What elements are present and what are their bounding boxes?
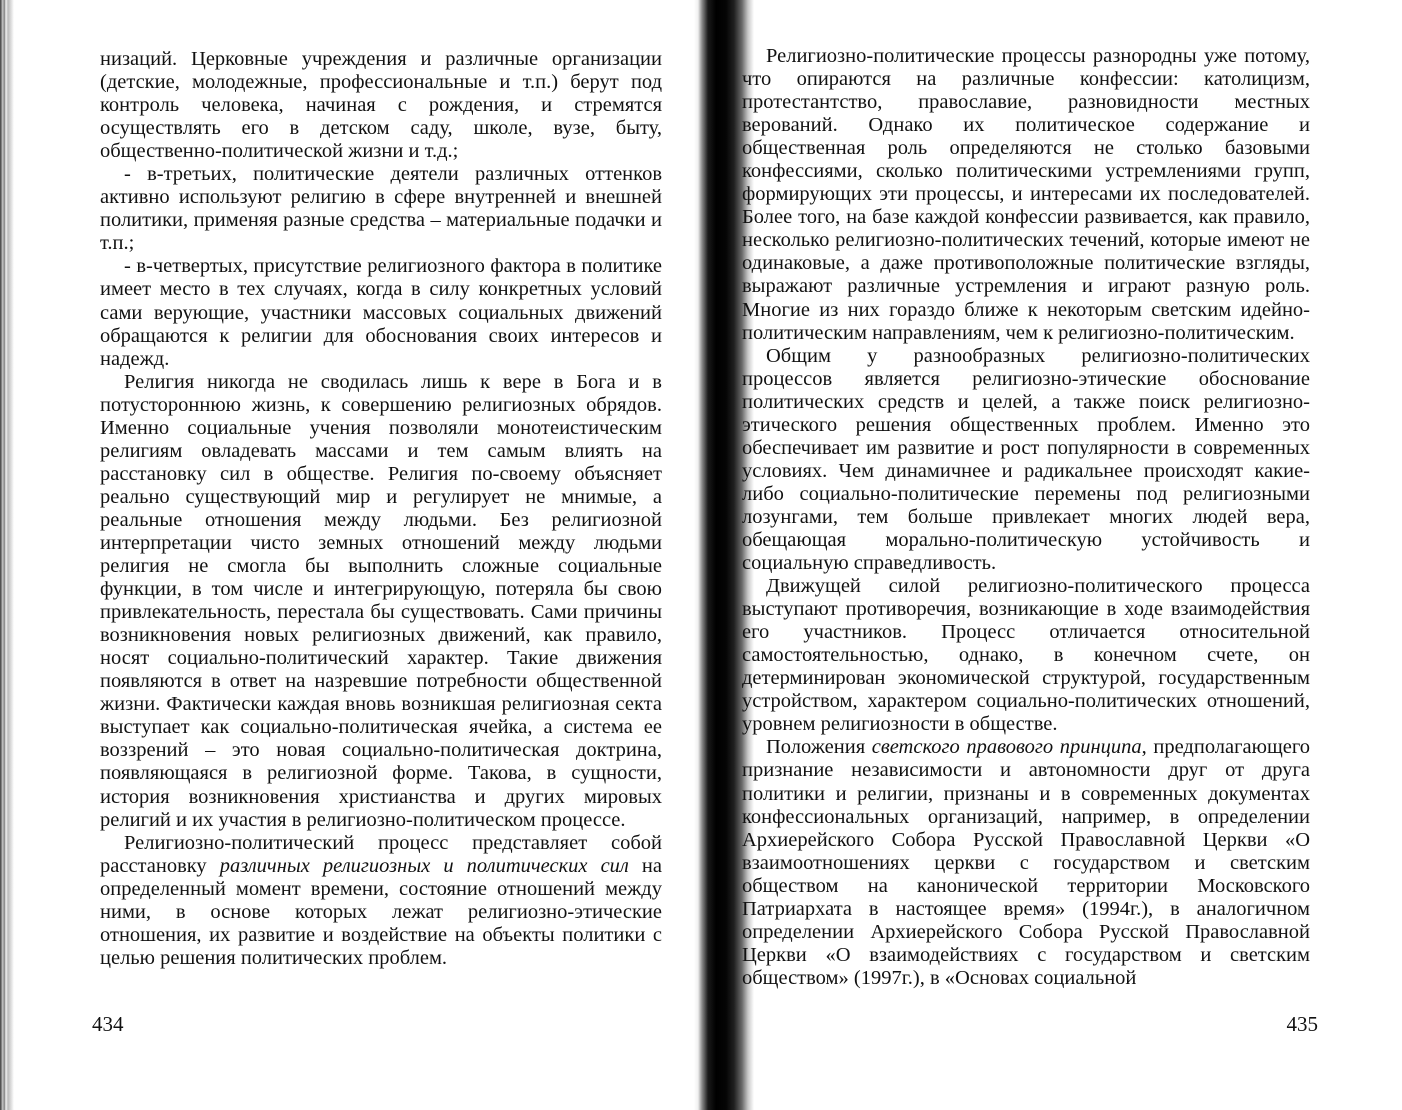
paragraph: Религиозно-политические процессы разнородны уже потому, что опираются на различные конфессии: католицизм, протестантство, православие, разновидности местных верований. Однако их политическое содержание и общественная роль определяются не столько базовыми конфессиями, сколько политическими устремлениями групп, формирующих эти процессы, и интересами их последователей. Более того, на базе каждой конфессии развивается, как правило, несколько религиозно-политических течений, которые имеют не одинаковые, а даже противоположные политические взгляды, выражают различные устремления и играют разную роль. Многие из них гораздо ближе к некоторым светским идейно-политическим направлениям, чем к религиозно-политическим.: [742, 45, 1310, 344]
paragraph-text: на определенный момент времени, состояние отношений между ними, в основе которых лежат религиозно-этические отношения, их развитие и воздействие на объекты политики с целью решения политических проблем.: [100, 854, 662, 969]
paragraph-text: Положения: [766, 736, 872, 759]
paragraph: Движущей силой религиозно-политического процесса выступают противоречия, возникающие в ходе взаимодействия его участников. Процесс отличается относительной самостоятельностью, однако, в конечном счете, он детерминирован экономической структурой, государственным устройством, характером социально-политических отношений, уровнем религиозности в обществе.: [742, 575, 1310, 736]
right-page: [742, 0, 1318, 1110]
paragraph: [742, 736, 1310, 990]
left-page: [92, 0, 662, 1110]
page-number: 434: [92, 1012, 124, 1036]
paragraph: низаций. Церковные учреждения и различные организации (детские, молодежные, профессиональные и т.п.) берут под контроль человека, начиная с рождения, и стремятся осуществлять его в детском саду, школе, вузе, быту, общественно-политической жизни и т.д.;: [100, 48, 662, 163]
paragraph: Общим у разнообразных религиозно-политических процессов является религиозно-этические обоснование политических средств и целей, а также поиск религиозно-этического решения общественных проблем. Именно это обеспечивает им развитие и рост популярности в современных условиях. Чем динамичнее и радикальнее происходят какие-либо социально-политические перемены под религиозными лозунгами, тем больше привлекает многих людей вера, обещающая морально-политическую устойчивость и социальную справедливость.: [742, 344, 1310, 575]
right-page-text: [742, 45, 1310, 990]
scan-edge: [0, 0, 14, 1110]
paragraph: - в-четвертых, присутствие религиозного фактора в политике имеет место в тех случаях, когда в силу конкретных условий сами верующие, участники массовых социальных движений обращаются к религии для обоснования своих интересов и надежд.: [100, 255, 662, 370]
page-number: 435: [1286, 1012, 1318, 1036]
paragraph-text: Религиозно-политический процесс представляет собой расстановку: [100, 831, 662, 877]
left-page-text: [100, 48, 662, 970]
paragraph: [100, 832, 662, 970]
paragraph: Религия никогда не сводилась лишь к вере в Бога и в потустороннюю жизнь, к совершению религиозных обрядов. Именно социальные учения позволяли монотеистическим религиям овладевать массами и тем самым влиять на расстановку сил в обществе. Религия по-своему объясняет реально существующий мир и регулирует не мнимые, а реальные отношения между людьми. Без религиозной интерпретации чисто земных отношений между людьми религия не смогла бы выполнить сложные социальные функции, в том числе и интегрирующую, потеряла бы свою привлекательность, перестала бы существовать. Сами причины возникновения новых религиозных движений, как правило, носят социально-политический характер. Такие движения появляются в ответ на назревшие потребности общественной жизни. Фактически каждая вновь возникшая религиозная секта выступает как социально-политическая ячейка, а система ее воззрений – это новая социально-политическая доктрина, появляющаяся в религиозной форме. Такова, в сущности, история возникновения христианства и других мировых религий и их участия в религиозно-политическом процессе.: [100, 370, 662, 831]
paragraph-text: , предполагающего признание независимости и автономности друг от друга политики и религии, признаны и в современных документах конфессиональных организаций, например, в определении Архиерейского Собора Русской Православной Церкви «О взаимоотношениях церкви с государством и светским обществом на канонической территории Московского Патриархата в настоящее время» (1994г.), в аналогичном определении Архиерейского Собора Русской Православной Церкви «О взаимодействиях с государством и светским обществом» (1997г.), в «Основах социальной: [742, 736, 1310, 989]
paragraph: - в-третьих, политические деятели различных оттенков активно используют религию в сфере внутренней и внешней политики, применяя разные средства – материальные подачки и т.п.;: [100, 163, 662, 255]
emphasis-text: различных религиозных и политических сил: [219, 854, 629, 877]
emphasis-text: светского правового принципа: [871, 736, 1142, 759]
